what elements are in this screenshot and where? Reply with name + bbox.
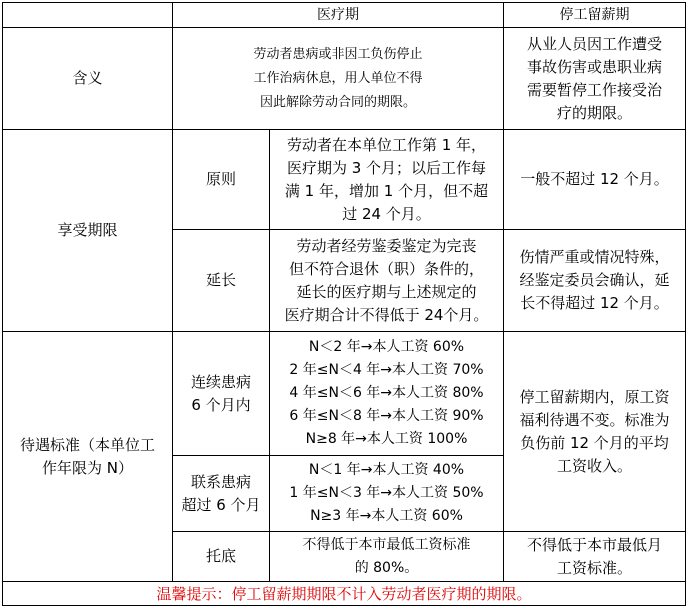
header-blank-cell: [3, 3, 173, 28]
treatment-suspension-text: 停工留薪期内，原工资 福利待遇不变。标准为 负伤前 12 个月的平均 工资收入。: [504, 332, 686, 532]
meaning-suspension-text: 从业人员因工作遭受 事故伤害或患职业病 需要暂停工作接受治 疗的期限。: [504, 28, 686, 130]
extension-medical-text: 劳动者经劳鉴委鉴定为完丧 但不符合退休（职）条件的， 延长的医疗期与上述规定的 医疗期合计不得低于 24个月。: [270, 230, 504, 332]
meaning-row: [3, 28, 686, 130]
tip-row: [3, 582, 686, 606]
continuous-label: 连续患病 6 个月内: [173, 332, 270, 456]
period-principle-row: [3, 130, 686, 230]
meaning-label: 含义: [3, 28, 173, 130]
period-label: 享受期限: [3, 130, 173, 332]
continuous-medical-text: N＜2 年→本人工资 60% 2 年≤N＜4 年→本人工资 70% 4 年≤N＜6 年→本人工资 80% 6 年≤N＜8 年→本人工资 90% N≥8 年→本人工资 100%: [270, 332, 504, 456]
extension-suspension-text: 伤情严重或情况特殊， 经鉴定委员会确认，延 长不得超过 12 个月。: [504, 230, 686, 332]
principle-medical-text: 劳动者在本单位工作第 1 年， 医疗期为 3 个月；以后工作每 满 1 年，增加 1 个月，但不超 过 24 个月。: [270, 130, 504, 230]
treatment-label: 待遇标准（本单位工 作年限为 N）: [3, 332, 173, 582]
floor-suspension-text: 不得低于本市最低月 工资标准。: [504, 532, 686, 582]
treatment-continuous-row: [3, 332, 686, 456]
principle-label: 原则: [173, 130, 270, 230]
extension-label: 延长: [173, 230, 270, 332]
over-six-medical-text: N＜1 年→本人工资 40% 1 年≤N＜3 年→本人工资 50% N≥3 年→本人工资 60%: [270, 456, 504, 532]
header-medical-period: 医疗期: [173, 3, 504, 28]
principle-suspension-text: 一般不超过 12 个月。: [504, 130, 686, 230]
floor-medical-text: 不得低于本市最低工资标准 的 80%。: [270, 532, 504, 582]
floor-label: 托底: [173, 532, 270, 582]
header-row: [3, 3, 686, 28]
over-six-label: 联系患病 超过 6 个月: [173, 456, 270, 532]
header-suspension-period: 停工留薪期: [504, 3, 686, 28]
warm-tip: 温馨提示：停工留薪期期限不计入劳动者医疗期的期限。: [3, 582, 686, 606]
meaning-medical-text: 劳动者患病或非因工负伤停止 工作治病休息，用人单位不得 因此解除劳动合同的期限。: [173, 28, 504, 130]
comparison-table: [2, 2, 686, 606]
